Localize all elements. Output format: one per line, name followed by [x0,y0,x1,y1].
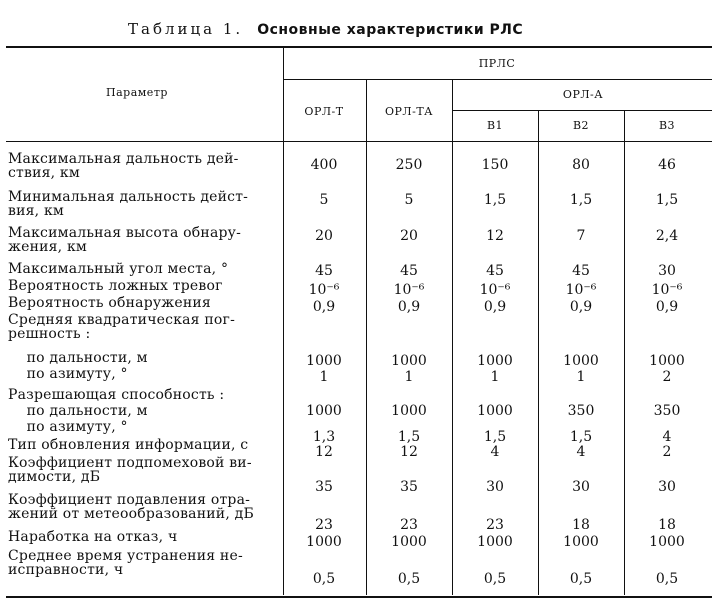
row-parameter-line: димости, дБ [8,468,101,485]
row-parameter-line: по азимуту, ° [8,419,128,435]
cell-value: 350 [567,403,595,419]
cell-value: 0,5 [483,571,507,587]
row-parameter-line: решность : [8,325,91,342]
cell-value: 23 [400,517,418,533]
header-subcol-b1: В1 [486,119,504,132]
cell-value: 0,5 [312,571,336,587]
cell-value: 12 [486,228,504,244]
cell-value: 46 [658,157,676,173]
row-parameter [8,550,243,577]
cell-value: 1,5 [655,192,679,208]
row-parameter-line: Наработка на отказ, ч [8,529,178,545]
col-divider-1 [283,47,284,595]
cell-value: 1000 [306,534,342,550]
row-parameter-line: Коэффициент подпомеховой ви- [8,455,252,471]
cell-value: 20 [400,228,418,244]
row-parameter [8,457,252,484]
cell-value: 20 [315,228,333,244]
header-col-orl-t: ОРЛ-Т [304,105,344,118]
cell-value: 2,4 [655,228,679,244]
row-parameter [8,531,177,545]
cell-value: 1000 [477,534,513,550]
row-parameter-line: вия, км [8,202,64,219]
row-parameter [8,263,228,277]
cell-value: 0,5 [655,571,679,587]
cell-value: 1000 [563,534,599,550]
row-parameter-line: Разрешающая способность : [8,387,225,403]
cell-value: 45 [400,263,418,279]
cell-value: 0,9 [312,299,336,315]
col-divider-3 [452,80,453,595]
cell-value: 1 [576,369,586,385]
cell-value: 23 [315,517,333,533]
cell-value: 12 [400,444,418,460]
row-parameter [8,191,248,218]
cell-value: 150 [481,157,509,173]
row-parameter-line: Средняя квадратическая пог- [8,312,235,328]
col-divider-5 [624,111,625,595]
cell-value: 1 [319,369,329,385]
row-parameter-line: Максимальная дальность дей- [8,151,239,167]
row-parameter [8,314,235,341]
cell-value: 1000 [391,353,427,369]
cell-value: 1000 [477,403,513,419]
row-parameter [8,297,211,311]
row-parameter-line: Тип обновления информации, с [8,437,249,453]
row-parameter [8,227,241,254]
row-parameter-line: Среднее время устранения не- [8,548,243,564]
cell-value: 4 [490,444,500,460]
cell-value: 250 [395,157,423,173]
cell-value: 10⁻⁶ [651,282,683,298]
subgroup-rule [452,110,712,111]
cell-value: 0,9 [483,299,507,315]
cell-value: 45 [315,263,333,279]
cell-value: 0,5 [397,571,421,587]
cell-value: 45 [572,263,590,279]
cell-value: 1000 [391,403,427,419]
table-bottom-rule [6,596,712,598]
cell-value: 1,5 [397,429,421,445]
cell-value: 1000 [649,353,685,369]
cell-value: 1000 [391,534,427,550]
cell-value: 45 [486,263,504,279]
header-group: ПРЛС [478,57,516,70]
header-subgroup: ОРЛ-А [562,88,604,101]
row-parameter-line: Максимальный угол места, ° [8,261,229,277]
cell-value: 350 [653,403,681,419]
header-col-orl-ta: ОРЛ-ТА [385,105,433,118]
cell-value: 1 [404,369,414,385]
header-subcol-b2: В2 [572,119,590,132]
row-parameter-line: жения, км [8,238,87,255]
row-parameter-line: Коэффициент подавления отра- [8,492,251,508]
cell-value: 1,3 [312,429,336,445]
row-parameter-line: ствия, км [8,164,80,181]
cell-value: 10⁻⁶ [308,282,340,298]
cell-value: 1,5 [483,192,507,208]
cell-value: 1000 [563,353,599,369]
cell-value: 35 [400,479,418,495]
cell-value: 2 [662,444,672,460]
cell-value: 30 [658,263,676,279]
row-parameter-line: по дальности, м [8,403,148,419]
cell-value: 0,9 [569,299,593,315]
row-parameter-line: Максимальная высота обнару- [8,225,242,241]
cell-value: 30 [658,479,676,495]
header-parameter: Параметр [106,86,168,99]
cell-value: 23 [486,517,504,533]
cell-value: 1000 [477,353,513,369]
table-caption [128,20,523,38]
cell-value: 80 [572,157,590,173]
row-parameter-line: жений от метеообразований, дБ [8,505,254,522]
cell-value: 0,5 [569,571,593,587]
cell-value: 30 [486,479,504,495]
col-divider-4 [538,111,539,595]
row-parameter [8,494,254,521]
cell-value: 1000 [306,403,342,419]
row-parameter [8,387,224,435]
header-bottom-rule [6,141,712,142]
cell-value: 10⁻⁶ [565,282,597,298]
cell-value: 10⁻⁶ [479,282,511,298]
cell-value: 5 [404,192,414,208]
caption-label: Таблица 1. [128,20,244,38]
cell-value: 30 [572,479,590,495]
col-divider-2 [366,80,367,595]
cell-value: 0,9 [397,299,421,315]
group-rule [283,79,712,80]
cell-value: 5 [319,192,329,208]
cell-value: 1,5 [483,429,507,445]
header-subcol-b3: В3 [658,119,676,132]
cell-value: 4 [662,429,672,445]
cell-value: 35 [315,479,333,495]
row-parameter-line: Минимальная дальность дейст- [8,189,249,205]
row-parameter-line: по азимуту, ° [8,366,128,382]
cell-value: 12 [315,444,333,460]
table-top-rule [6,46,712,48]
row-parameter-line: Вероятность ложных тревог [8,278,223,294]
row-parameter [8,350,148,382]
cell-value: 2 [662,369,672,385]
cell-value: 1,5 [569,429,593,445]
caption-title: Основные характеристики РЛС [257,22,524,38]
row-parameter-line: по дальности, м [8,350,148,366]
cell-value: 0,9 [655,299,679,315]
cell-value: 1000 [306,353,342,369]
cell-value: 1 [490,369,500,385]
row-parameter-line: Вероятность обнаружения [8,295,211,311]
cell-value: 7 [576,228,586,244]
cell-value: 1000 [649,534,685,550]
row-parameter [8,280,223,294]
row-parameter [8,439,248,453]
row-parameter [8,153,239,180]
cell-value: 400 [310,157,338,173]
cell-value: 18 [572,517,590,533]
cell-value: 10⁻⁶ [393,282,425,298]
row-parameter-line: исправности, ч [8,561,124,578]
cell-value: 18 [658,517,676,533]
cell-value: 1,5 [569,192,593,208]
cell-value: 4 [576,444,586,460]
